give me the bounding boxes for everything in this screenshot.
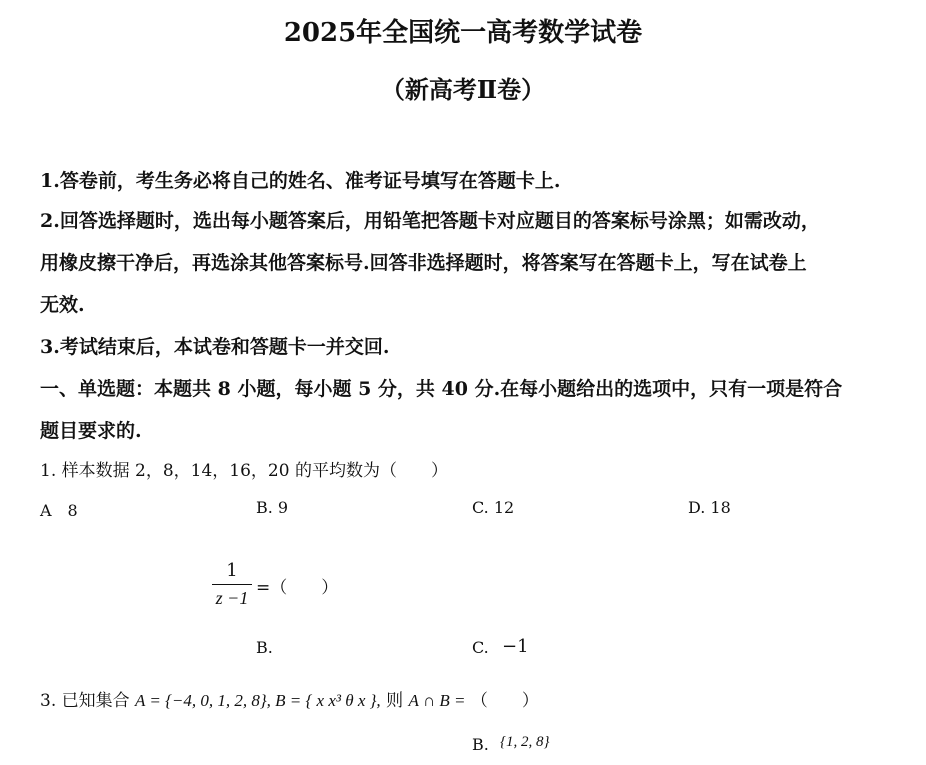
question-3-stem <box>40 686 539 711</box>
q2-numerator: 1 <box>226 560 238 581</box>
q2-denominator: z −1 <box>215 588 249 608</box>
q1-option-d: D. 18 <box>688 498 731 517</box>
q3-prefix: 3. 已知集合 <box>40 691 130 711</box>
page-subtitle: （新高考Ⅱ卷） <box>380 75 546 104</box>
instruction-2-cont: 用橡皮擦干净后，再选涂其他答案标号.回答非选择题时，将答案写在答题卡上，写在试卷上 <box>40 252 807 274</box>
instruction-2-end: 无效. <box>40 294 85 316</box>
q3-intersection: A ∩ B = <box>408 691 466 710</box>
instruction-2: 2.回答选择题时，选出每小题答案后，用铅笔把答题卡对应题目的答案标号涂黑；如需改动， <box>40 210 820 232</box>
instruction-3: 3.考试结束后，本试卷和答题卡一并交回. <box>40 336 390 358</box>
q3-option-b-value: {1, 2, 8} <box>500 734 550 750</box>
q2-option-c-label: C. <box>472 638 489 657</box>
q2-equals: =（ ） <box>256 578 339 598</box>
q3-paren: （ ） <box>470 691 539 711</box>
q3-sets: A = {−4, 0, 1, 2, 8}, B = { x x³ θ x }, <box>135 691 381 710</box>
instruction-1: 1.答卷前，考生务必将自己的姓名、准考证号填写在答题卡上. <box>40 170 561 192</box>
q3-mid: 则 <box>386 691 404 711</box>
q3-option-b-label: B. <box>472 735 489 754</box>
q1-option-a: A 8 <box>40 501 78 520</box>
q2-option-b: B. <box>256 638 273 657</box>
page-title: 2025年全国统一高考数学试卷 <box>283 18 643 48</box>
section-heading-cont: 题目要求的. <box>40 420 142 442</box>
q2-option-c-value: −1 <box>502 636 529 657</box>
q1-option-b: B. 9 <box>256 498 289 517</box>
q1-option-c: C. 12 <box>472 498 515 517</box>
q2-fraction <box>212 560 252 609</box>
fraction-bar <box>212 584 252 585</box>
question-1-stem: 1. 样本数据 2，8，14，16，20 的平均数为（ ） <box>40 461 448 481</box>
section-heading: 一、单选题：本题共 8 小题，每小题 5 分，共 40 分.在每小题给出的选项中，只有一项是符合 <box>40 378 843 400</box>
